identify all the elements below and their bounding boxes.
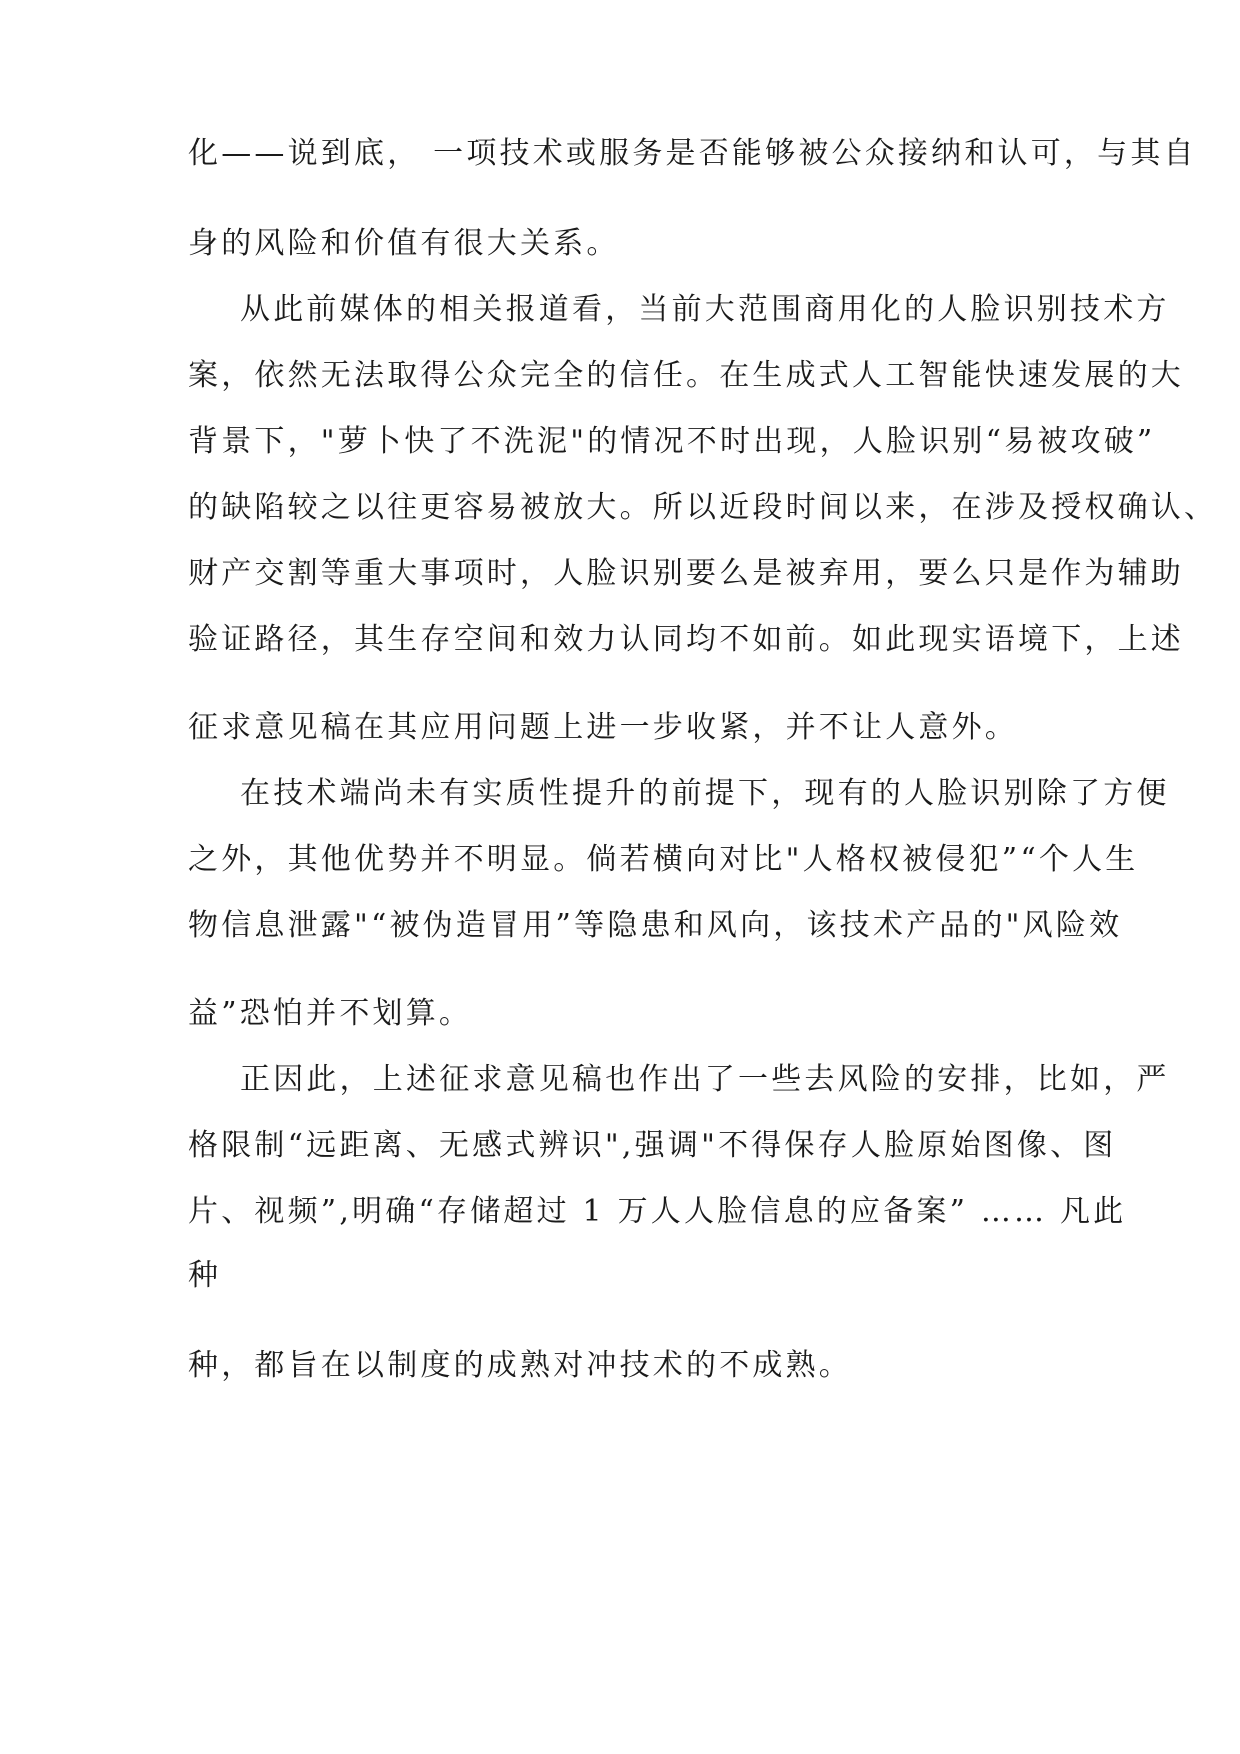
- text-line: 格限制“远距离、无感式辨识",强调"不得保存人脸原始图像、图: [188, 1128, 1117, 1163]
- text-line: 验证路径，其生存空间和效力认同均不如前。如此现实语境下，上述: [188, 622, 1184, 657]
- text-line: 益”恐怕并不划算。: [188, 996, 473, 1031]
- paragraph-start: 从此前媒体的相关报道看，当前大范围商用化的人脸识别技术方: [240, 292, 1170, 327]
- text-line: 案，依然无法取得公众完全的信任。在生成式人工智能快速发展的大: [188, 358, 1184, 393]
- text-line: 的缺陷较之以往更容易被放大。所以近段时间以来，在涉及授权确认、: [188, 490, 1218, 525]
- text-line: 种: [188, 1258, 222, 1293]
- text-line: 背景下，"萝卜快了不洗泥"的情况不时出现，人脸识别“易被攻破”: [188, 424, 1156, 459]
- text-line: 财产交割等重大事项时，人脸识别要么是被弃用，要么只是作为辅助: [188, 556, 1184, 591]
- text-line: 之外，其他优势并不明显。倘若横向对比"人格权被侵犯”“个人生: [188, 842, 1139, 877]
- text-line: 身的风险和价值有很大关系。: [188, 226, 620, 261]
- text-line: 种，都旨在以制度的成熟对冲技术的不成熟。: [188, 1348, 852, 1383]
- paragraph-start: 在技术端尚未有实质性提升的前提下，现有的人脸识别除了方便: [240, 776, 1170, 811]
- text-line: 化——说到底， 一项技术或服务是否能够被公众接纳和认可，与其自: [188, 136, 1197, 171]
- text-line: 片、视频”,明确“存储超过 1 万人人脸信息的应备案” …… 凡此: [188, 1194, 1127, 1229]
- text-line: 物信息泄露"“被伪造冒用”等隐患和风向，该技术产品的"风险效: [188, 908, 1123, 943]
- text-line: 征求意见稿在其应用问题上进一步收紧，并不让人意外。: [188, 710, 1018, 745]
- paragraph-start: 正因此，上述征求意见稿也作出了一些去风险的安排，比如，严: [240, 1062, 1170, 1097]
